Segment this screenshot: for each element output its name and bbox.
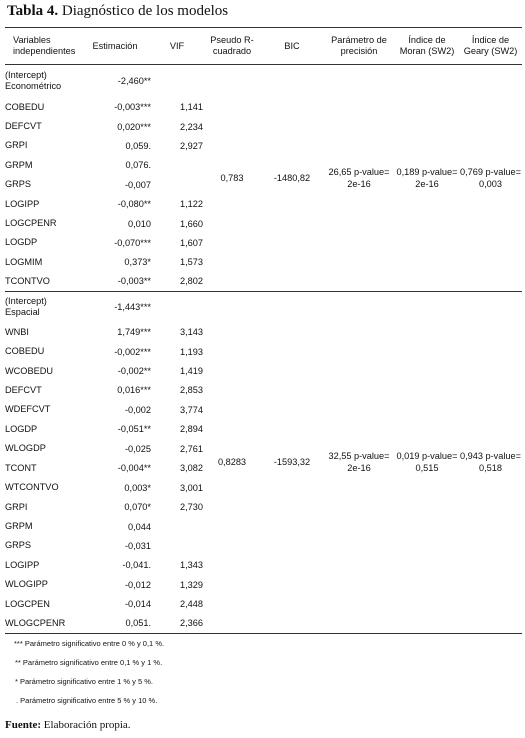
vif-cell: 1,329 (180, 579, 203, 590)
table-row (5, 291, 522, 322)
vif-cell: 1,193 (180, 346, 203, 357)
estimate-cell: 0,373* (124, 257, 151, 268)
estimate-cell: 0,044 (128, 521, 151, 532)
vif-cell: 2,853 (180, 385, 203, 396)
header-geary: Índice de Geary (SW2) (459, 28, 522, 65)
vif-cell (151, 291, 203, 322)
header-variables: Variables independientes (5, 28, 79, 65)
vif-cell: 2,927 (180, 140, 203, 151)
estimate-cell: -0,002*** (114, 346, 151, 357)
bic-cell: -1480,82 (261, 65, 323, 292)
header-vif: VIF (151, 28, 203, 65)
estimate-cell: -0,031 (124, 540, 151, 551)
vif-cell (151, 65, 203, 98)
vif-cell: 2,730 (180, 502, 203, 513)
vif-cell: 1,607 (180, 237, 203, 248)
estimate-cell: 0,020*** (117, 121, 151, 132)
vif-cell: 2,366 (151, 614, 203, 633)
estimate-cell: -0,014 (124, 599, 151, 610)
vif-cell: 2,894 (180, 424, 203, 435)
variable-cell: LOGIPP (5, 559, 40, 570)
estimate-cell: -0,003** (79, 272, 151, 291)
estimate-cell: 0,076. (125, 160, 151, 171)
estimate-cell: 0,051. (79, 614, 151, 633)
header-precision: Parámetro de precisión (323, 28, 395, 65)
vif-cell: 3,082 (180, 463, 203, 474)
geary-cell: 0,769 p-value= 0,003 (459, 65, 522, 292)
moran-cell: 0,189 p-value= 2e-16 (395, 65, 459, 292)
section-econometric (5, 65, 522, 292)
variable-cell: LOGDP (5, 237, 38, 248)
variable-cell: (Intercept) Espacial (5, 296, 47, 318)
bic-cell: -1593,32 (261, 291, 323, 633)
estimate-cell: 0,059. (125, 140, 151, 151)
note-item: ** Parámetro significativo entre 0,1 % y 1 %. (15, 658, 163, 667)
vif-cell: 1,573 (180, 257, 203, 268)
variable-cell: TCONT (5, 462, 37, 473)
variable-cell: WLOGCPENR (5, 614, 79, 633)
vif-cell: 2,234 (180, 121, 203, 132)
variable-cell: LOGIPP (5, 198, 40, 209)
variable-cell: GRPM (5, 159, 33, 170)
estimate-cell: 1,749*** (117, 327, 151, 338)
estimate-cell: -1,443*** (114, 302, 151, 313)
source-text: Elaboración propia. (43, 719, 131, 731)
estimate-cell: 0,070* (124, 502, 151, 513)
vif-cell (151, 156, 203, 175)
vif-cell: 3,001 (180, 482, 203, 493)
variable-cell: LOGCPEN (5, 598, 50, 609)
header-pseudo-r2: Pseudo R-cuadrado (203, 28, 261, 65)
vif-cell: 1,122 (180, 199, 203, 210)
estimate-cell: 0,010 (128, 218, 151, 229)
vif-cell: 1,419 (180, 366, 203, 376)
note-item: . Parámetro significativo entre 5 % y 10 %. (16, 696, 158, 705)
header-row (5, 28, 522, 65)
vif-cell: 2,802 (151, 272, 203, 291)
variable-cell: WLOGIPP (5, 579, 48, 590)
variable-cell: TCONTVO (5, 272, 79, 291)
pseudo-r2-cell: 0,8283 (203, 291, 261, 633)
vif-cell: 2,448 (180, 599, 203, 610)
variable-cell: GRPI (5, 140, 28, 151)
variable-cell: WNBI (5, 326, 29, 337)
variable-cell: GRPI (5, 501, 28, 512)
estimate-cell: -2,460** (117, 76, 151, 87)
estimate-cell: -0,007 (124, 179, 151, 190)
note-item: * Parámetro significativo entre 1 % y 5 %. (15, 677, 153, 686)
table-number: Tabla 4. (7, 3, 59, 19)
header-estimation: Estimación (79, 28, 151, 65)
variable-cell: WTCONTVO (5, 482, 59, 493)
vif-cell (151, 517, 203, 536)
estimate-cell: -0,002** (117, 366, 151, 376)
vif-cell: 3,774 (180, 404, 203, 415)
vif-cell: 3,143 (180, 327, 203, 338)
estimate-cell: -0,004** (117, 463, 151, 474)
table-row (5, 65, 522, 98)
estimate-cell: -0,025 (124, 443, 151, 454)
vif-cell (151, 536, 203, 555)
variable-cell: WLOGDP (5, 443, 46, 454)
variable-cell: DEFCVT (5, 384, 42, 395)
vif-cell: 2,761 (180, 443, 203, 454)
table-title (7, 3, 228, 20)
vif-cell (151, 175, 203, 194)
significance-notes (14, 634, 164, 710)
precision-cell: 32,55 p-value= 2e-16 (323, 291, 395, 633)
vif-cell: 1,660 (180, 218, 203, 229)
estimate-cell: -0,041. (122, 560, 151, 571)
estimate-cell: -0,070*** (114, 237, 151, 248)
moran-cell: 0,019 p-value= 0,515 (395, 291, 459, 633)
variable-cell: COBEDU (5, 101, 45, 112)
estimate-cell: -0,003*** (114, 102, 151, 113)
estimate-cell: 0,003* (124, 482, 151, 493)
note-item: *** Parámetro significativo entre 0 % y 0,1 %. (14, 639, 165, 648)
variable-cell: GRPS (5, 179, 32, 190)
estimate-cell: 0,016*** (117, 385, 151, 396)
estimate-cell: -0,012 (124, 579, 151, 590)
header-bic: BIC (261, 28, 323, 65)
variable-cell: LOGDP (5, 423, 38, 434)
variable-cell: GRPM (5, 521, 33, 531)
estimate-cell: -0,080** (117, 199, 151, 210)
variable-cell: WDEFCVT (5, 404, 51, 415)
precision-cell: 26,65 p-value= 2e-16 (323, 65, 395, 292)
source-line (5, 719, 131, 731)
vif-cell: 1,141 (180, 102, 203, 113)
variable-cell: (Intercept) Econométrico (5, 70, 62, 92)
header-moran: Índice de Moran (SW2) (395, 28, 459, 65)
vif-cell: 1,343 (180, 560, 203, 571)
source-label: Fuente: (5, 719, 42, 731)
variable-cell: GRPS (5, 540, 32, 551)
variable-cell: LOGCPENR (5, 218, 57, 229)
variable-cell: WCOBEDU (5, 365, 53, 376)
section-spatial (5, 291, 522, 633)
pseudo-r2-cell: 0,783 (203, 65, 261, 292)
table-caption: Diagnóstico de los modelos (61, 3, 229, 19)
variable-cell: LOGMIM (5, 256, 43, 267)
variable-cell: DEFCVT (5, 121, 42, 132)
variable-cell: COBEDU (5, 346, 45, 357)
estimate-cell: -0,002 (124, 404, 151, 415)
estimate-cell: -0,051** (117, 424, 151, 435)
diagnostics-table (5, 27, 522, 634)
geary-cell: 0,943 p-value= 0,518 (459, 291, 522, 633)
